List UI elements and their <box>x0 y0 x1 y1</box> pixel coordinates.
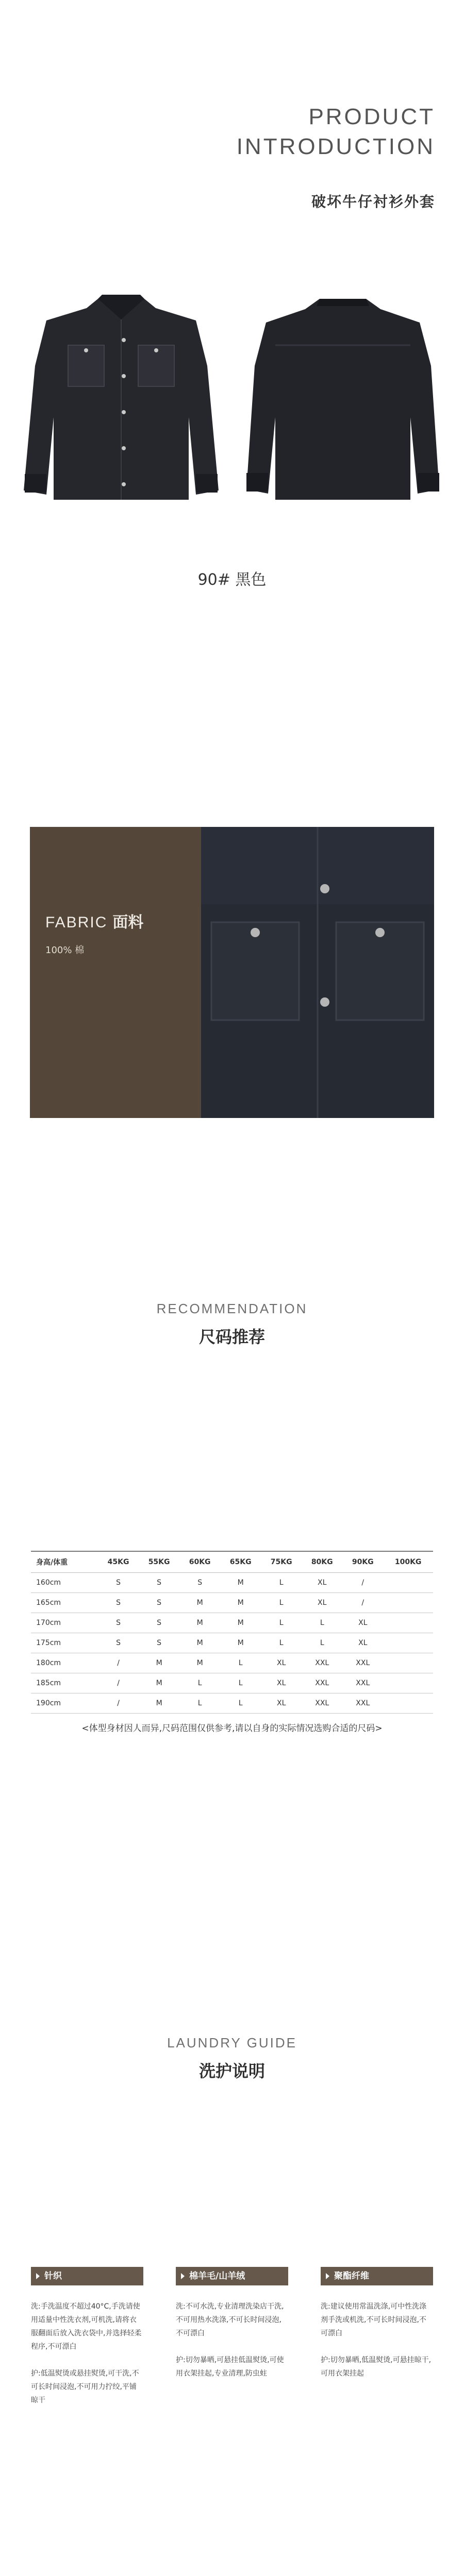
product-photo-back <box>242 289 443 510</box>
table-cell: XXL <box>342 1693 383 1714</box>
recommendation-title-cn: 尺码推荐 <box>198 1327 265 1347</box>
table-cell: L <box>179 1693 220 1714</box>
laundry-care-text: 护:切勿暴晒,低温熨烫,可悬挂晾干,可用衣架挂起 <box>321 2356 432 2378</box>
table-cell: M <box>220 1573 261 1593</box>
fabric-composition: 100% 棉 <box>45 945 85 956</box>
size-table <box>31 1551 433 1714</box>
table-cell: L <box>179 1673 220 1693</box>
table-cell: S <box>98 1613 139 1633</box>
fabric-title-cn: 面料 <box>112 914 144 931</box>
table-row <box>31 1673 433 1693</box>
table-cell: XXL <box>302 1653 342 1673</box>
laundry-title-en: LAUNDRY GUIDE <box>167 2035 297 2050</box>
table-cell: L <box>220 1673 261 1693</box>
table-cell: M <box>139 1653 179 1673</box>
table-cell: M <box>139 1673 179 1693</box>
table-cell: / <box>98 1693 139 1714</box>
table-row <box>31 1693 433 1714</box>
table-cell: S <box>139 1573 179 1593</box>
table-cell: XL <box>302 1593 342 1613</box>
table-cell: M <box>179 1593 220 1613</box>
fabric-title <box>45 909 143 932</box>
table-cell: S <box>139 1613 179 1633</box>
table-cell: S <box>98 1633 139 1653</box>
laundry-card-wool <box>176 2267 288 2394</box>
laundry-card-tag: 针织 <box>31 2267 143 2285</box>
intro-title-line2: INTRODUCTION <box>236 134 435 159</box>
product-photo-front <box>21 289 222 510</box>
table-cell: / <box>98 1653 139 1673</box>
size-table-header: 80KG <box>302 1551 342 1573</box>
table-row <box>31 1613 433 1633</box>
table-cell: XXL <box>342 1673 383 1693</box>
table-cell: XL <box>261 1693 302 1714</box>
laundry-wash-text: 洗:手洗温度不超过40°C,手洗请使用适量中性洗衣剂,可机洗,请将衣服翻面后放入洗衣袋中,并选择轻柔程序,不可漂白 <box>31 2302 142 2351</box>
laundry-card-text <box>321 2300 433 2380</box>
table-cell: XXL <box>302 1673 342 1693</box>
table-cell <box>383 1593 433 1613</box>
laundry-card-knit <box>31 2267 143 2420</box>
laundry-title-cn: 洗护说明 <box>198 2061 265 2081</box>
table-cell <box>383 1573 433 1593</box>
table-cell: XL <box>302 1573 342 1593</box>
laundry-card-tag: 聚酯纤维 <box>321 2267 433 2285</box>
table-cell: XXL <box>302 1693 342 1714</box>
table-cell: XL <box>261 1653 302 1673</box>
size-table-header: 90KG <box>342 1551 383 1573</box>
table-row <box>31 1633 433 1653</box>
table-cell <box>383 1673 433 1693</box>
recommendation-title-en: RECOMMENDATION <box>156 1301 308 1316</box>
table-cell: M <box>220 1633 261 1653</box>
table-cell: M <box>179 1613 220 1633</box>
table-cell: M <box>220 1613 261 1633</box>
table-cell: / <box>342 1593 383 1613</box>
table-row <box>31 1653 433 1673</box>
table-cell: L <box>302 1633 342 1653</box>
size-table-header: 65KG <box>220 1551 261 1573</box>
table-cell: L <box>261 1573 302 1593</box>
laundry-card-polyester <box>321 2267 433 2394</box>
table-cell <box>383 1633 433 1653</box>
table-row <box>31 1573 433 1593</box>
table-cell: L <box>261 1613 302 1633</box>
table-cell: 170cm <box>31 1613 98 1633</box>
table-cell: M <box>179 1653 220 1673</box>
table-cell: XL <box>342 1613 383 1633</box>
table-cell: M <box>139 1693 179 1714</box>
table-cell: XL <box>342 1633 383 1653</box>
table-cell: S <box>139 1633 179 1653</box>
size-table-header: 55KG <box>139 1551 179 1573</box>
table-cell: 185cm <box>31 1673 98 1693</box>
size-table-header: 100KG <box>383 1551 433 1573</box>
table-cell: L <box>261 1633 302 1653</box>
color-caption: 90# 黑色 <box>197 571 267 589</box>
laundry-care-text: 护:切勿暴晒,可悬挂低温熨烫,可使用衣架挂起,专业清理,防虫蛀 <box>176 2356 284 2378</box>
fabric-closeup-photo <box>201 827 434 1118</box>
table-cell: XXL <box>342 1653 383 1673</box>
intro-title-line1: PRODUCT <box>308 104 435 129</box>
laundry-card-text <box>31 2300 143 2407</box>
size-table-header: 身高/体重 <box>31 1551 98 1573</box>
table-cell: / <box>98 1673 139 1693</box>
table-cell: S <box>179 1573 220 1593</box>
table-cell: 190cm <box>31 1693 98 1714</box>
size-table-header: 75KG <box>261 1551 302 1573</box>
table-cell: L <box>261 1593 302 1613</box>
laundry-care-text: 护:低温熨烫或悬挂熨烫,可干洗,不可长时间浸泡,不可用力拧绞,平铺晾干 <box>31 2369 139 2404</box>
table-cell: L <box>220 1653 261 1673</box>
table-cell: S <box>98 1573 139 1593</box>
table-cell: M <box>220 1593 261 1613</box>
table-cell: 180cm <box>31 1653 98 1673</box>
table-row <box>31 1593 433 1613</box>
fabric-panel <box>30 827 201 1118</box>
table-cell <box>383 1693 433 1714</box>
table-cell: M <box>179 1633 220 1653</box>
fabric-title-en: FABRIC <box>45 914 108 931</box>
table-cell: S <box>139 1593 179 1613</box>
size-table-header: 60KG <box>179 1551 220 1573</box>
size-table-header: 45KG <box>98 1551 139 1573</box>
table-cell: 175cm <box>31 1633 98 1653</box>
table-cell: S <box>98 1593 139 1613</box>
laundry-card-tag: 棉羊毛/山羊绒 <box>176 2267 288 2285</box>
size-table-header-row <box>31 1551 433 1573</box>
table-cell: / <box>342 1573 383 1593</box>
table-cell: XL <box>261 1673 302 1693</box>
table-cell <box>383 1613 433 1633</box>
table-cell: L <box>220 1693 261 1714</box>
laundry-wash-text: 洗:不可水洗,专业清理洗染店干洗,不可用热水洗涤,不可长时间浸泡,不可漂白 <box>176 2302 284 2337</box>
table-cell <box>383 1653 433 1673</box>
laundry-card-text <box>176 2300 288 2380</box>
table-cell: L <box>302 1613 342 1633</box>
product-name: 破坏牛仔衬衫外套 <box>311 193 435 210</box>
size-note: <体型身材因人而异,尺码范围仅供参考,请以自身的实际情况选购合适的尺码> <box>81 1723 383 1734</box>
table-cell: 160cm <box>31 1573 98 1593</box>
table-cell: 165cm <box>31 1593 98 1613</box>
laundry-wash-text: 洗:建议使用常温洗涤,可中性洗涤剂手洗或机洗,不可长时间浸泡,不可漂白 <box>321 2302 427 2337</box>
